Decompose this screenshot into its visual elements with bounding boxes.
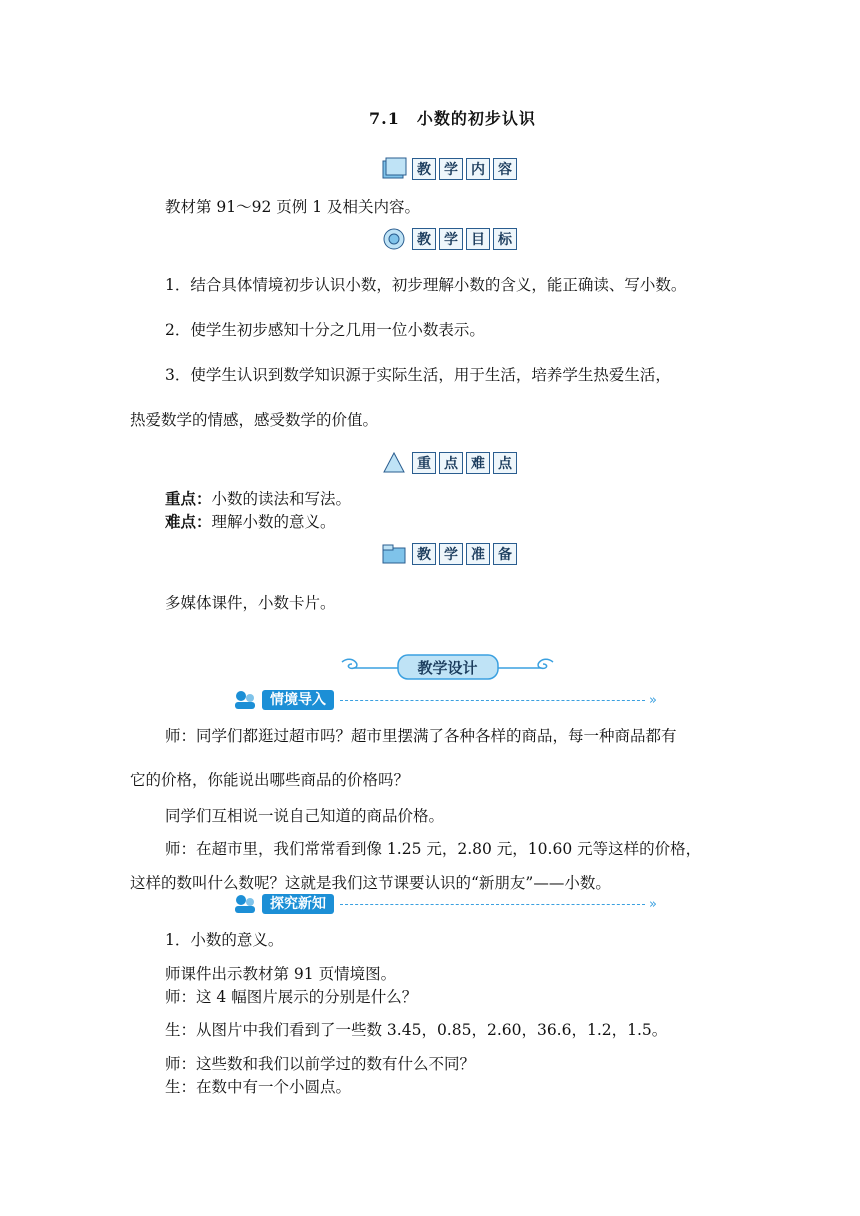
section-header-content [380, 156, 520, 182]
intro-line: 同学们互相说一说自己知道的商品价格。 [165, 807, 445, 825]
header-char: 重 [412, 452, 436, 474]
design-banner [340, 652, 555, 682]
section-header-prep [380, 541, 520, 567]
header-char: 容 [493, 158, 517, 180]
hard-label: 难点： [165, 513, 212, 531]
hard-text: 理解小数的意义。 [211, 513, 336, 531]
intro-line: 师：在超市里，我们常常看到像 1.25 元，2.80 元，10.60 元等这样的价格， [165, 840, 702, 858]
explore-line: 生：在数中有一个小圆点。 [165, 1078, 352, 1096]
explore-line: 师：这些数和我们以前学过的数有什么不同？ [165, 1055, 476, 1073]
double-arrow-icon: » [649, 896, 657, 912]
header-char: 备 [493, 543, 517, 565]
header-char: 目 [466, 228, 490, 250]
intro-heading-label: 情境导入 [262, 690, 334, 710]
book-icon [380, 156, 408, 182]
people-icon [232, 893, 258, 915]
header-char: 标 [493, 228, 517, 250]
people-icon [232, 689, 258, 711]
header-char: 学 [439, 158, 463, 180]
header-char: 教 [412, 543, 436, 565]
section-header-keypoints [380, 450, 520, 476]
header-char: 教 [412, 158, 436, 180]
banner-title: 教学设计 [417, 659, 478, 677]
folder-icon [380, 541, 408, 567]
explore-line: 师课件出示教材第 91 页情境图。 [165, 965, 397, 983]
key-icon [380, 450, 408, 476]
header-char: 学 [439, 543, 463, 565]
intro-line: 这样的数叫什么数呢？这就是我们这节课要认识的“新朋友”——小数。 [130, 874, 611, 892]
header-char: 内 [466, 158, 490, 180]
key-label: 重点： [165, 490, 212, 508]
explore-line: 1．小数的意义。 [165, 931, 284, 949]
explore-line: 生：从图片中我们看到了一些数 3.45，0.85，2.60，36.6，1.2，1.5。 [165, 1021, 668, 1039]
section-header-goals [380, 226, 520, 252]
goal-item: 1．结合具体情境初步认识小数，初步理解小数的含义，能正确读、写小数。 [165, 276, 687, 294]
goal-item: 热爱数学的情感，感受数学的价值。 [130, 411, 379, 429]
explore-heading-label: 探究新知 [262, 894, 334, 914]
header-char: 准 [466, 543, 490, 565]
content-text: 教材第 91～92 页例 1 及相关内容。 [165, 198, 421, 216]
header-char: 学 [439, 228, 463, 250]
goal-item: 2．使学生初步感知十分之几用一位小数表示。 [165, 321, 485, 339]
section-intro-heading [232, 689, 657, 711]
page-title: 7.1 小数的初步认识 [369, 109, 536, 128]
target-icon [380, 226, 408, 252]
header-char: 难 [466, 452, 490, 474]
double-arrow-icon: » [649, 692, 657, 708]
intro-line: 师：同学们都逛过超市吗？超市里摆满了各种各样的商品，每一种商品都有 [165, 727, 677, 745]
divider [340, 700, 645, 701]
hard-point [165, 512, 336, 532]
explore-line: 师：这 4 幅图片展示的分别是什么？ [165, 988, 418, 1006]
key-point [165, 489, 351, 509]
goal-item: 3．使学生认识到数学知识源于实际生活，用于生活，培养学生热爱生活， [165, 366, 671, 384]
prep-text: 多媒体课件，小数卡片。 [165, 594, 336, 612]
section-explore-heading [232, 893, 657, 915]
intro-line: 它的价格，你能说出哪些商品的价格吗？ [130, 771, 410, 789]
divider [340, 904, 645, 905]
header-char: 点 [493, 452, 517, 474]
header-char: 教 [412, 228, 436, 250]
key-text: 小数的读法和写法。 [211, 490, 352, 508]
header-char: 点 [439, 452, 463, 474]
